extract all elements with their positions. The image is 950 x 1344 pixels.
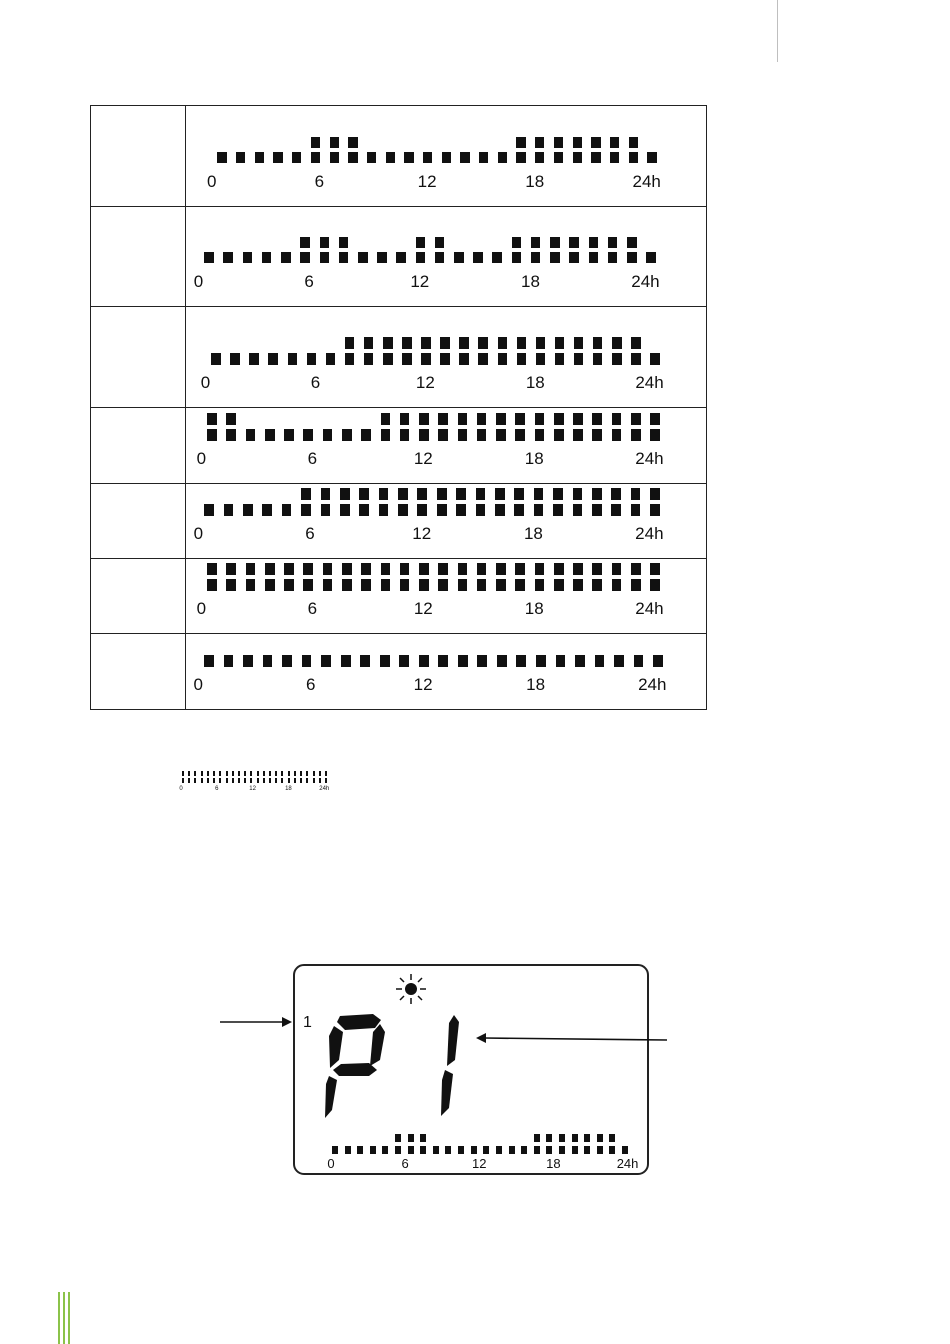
hour-tick-label: 12 [417, 172, 437, 191]
hour-tick-label: 18 [526, 675, 546, 694]
mini-hour-tick-label: 18 [285, 786, 292, 792]
hour-tick-label: 12 [413, 449, 433, 468]
lcd-hour-tick-label: 18 [546, 1156, 561, 1171]
hour-tick-label: 12 [412, 524, 432, 543]
lcd-hour-tick-label: 0 [327, 1156, 335, 1171]
hour-tick-label: 18 [524, 599, 544, 618]
hour-tick-label: 0 [196, 449, 207, 468]
hour-tick-label: 18 [521, 272, 540, 291]
hour-tick-label: 18 [524, 449, 544, 468]
hour-tick-label: 24h [635, 524, 664, 543]
hour-tick-label: 18 [525, 373, 545, 392]
hour-tick-label: 24h [635, 449, 664, 468]
mini-hour-tick-label: 24h [319, 786, 330, 792]
hour-tick-label: 6 [305, 675, 316, 694]
hour-tick-label: 0 [200, 373, 211, 392]
accent-rule [58, 1292, 60, 1344]
hour-tick-label: 6 [307, 449, 318, 468]
hour-tick-label: 24h [632, 172, 661, 191]
hour-tick-label: 18 [525, 172, 545, 191]
hour-tick-label: 18 [523, 524, 543, 543]
arrow-head-icon [282, 1017, 292, 1027]
mini-hour-tick-label: 0 [179, 786, 183, 792]
arrow-head-icon [476, 1033, 486, 1043]
hour-tick-label: 24h [638, 675, 667, 694]
hour-tick-label: 0 [206, 172, 217, 191]
hour-tick-label: 6 [307, 599, 318, 618]
lcd-hour-tick-label: 12 [472, 1156, 487, 1171]
lcd-hour-tick-label: 6 [401, 1156, 409, 1171]
mini-hour-tick-label: 6 [215, 786, 219, 792]
accent-rule [68, 1292, 70, 1344]
lcd-hour-tick-label: 24h [616, 1156, 639, 1171]
hour-tick-label: 12 [413, 675, 433, 694]
hour-tick-label: 0 [193, 675, 203, 694]
mini-hour-tick-label: 12 [249, 786, 256, 792]
hour-tick-label: 24h [631, 272, 660, 291]
hour-tick-label: 12 [415, 373, 435, 392]
hour-tick-label: 0 [196, 599, 207, 618]
hour-tick-label: 0 [193, 524, 204, 543]
hour-tick-label: 6 [310, 373, 321, 392]
hour-tick-label: 24h [635, 599, 664, 618]
hour-tick-label: 12 [413, 599, 433, 618]
accent-rule [63, 1292, 65, 1344]
hour-tick-label: 6 [304, 272, 314, 291]
day-number: 1 [303, 1014, 312, 1031]
hour-tick-label: 24h [635, 373, 664, 392]
program-code-arrow [484, 1038, 667, 1040]
program-code-text: P1 [345, 1047, 348, 1049]
hour-tick-label: 0 [193, 272, 204, 291]
hour-tick-label: 6 [305, 524, 315, 543]
hour-tick-label: 12 [410, 272, 430, 291]
hour-tick-label: 6 [314, 172, 325, 191]
